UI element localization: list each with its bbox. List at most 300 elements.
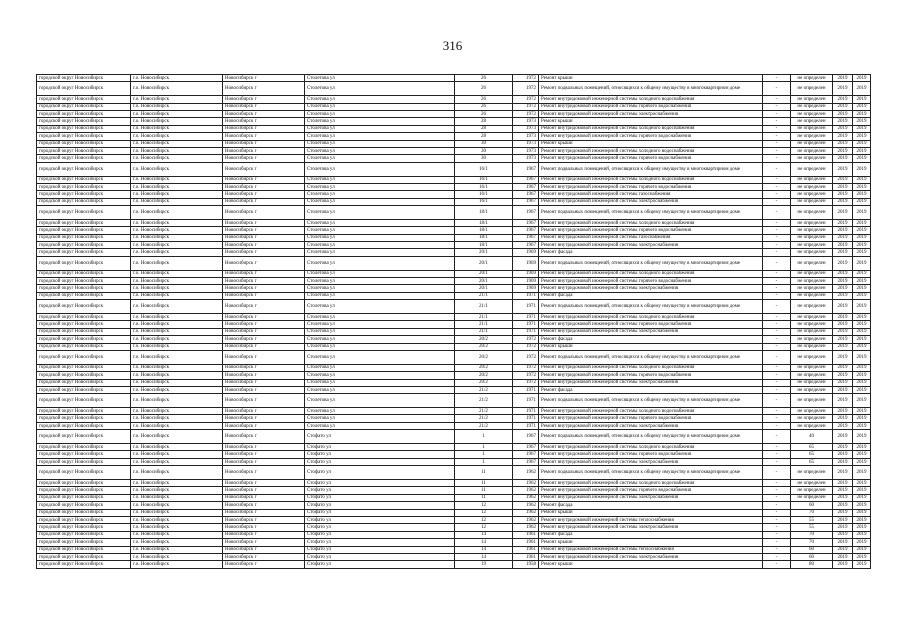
cell-house: 18/1 [455, 234, 513, 241]
table-row [37, 539, 871, 546]
cell-to: 2019 [853, 75, 871, 82]
cell-area: - [763, 219, 791, 226]
cell-area: - [763, 372, 791, 379]
cell-street: Столетова ул [305, 133, 455, 140]
cell-work: Ремонт подвальных помещений, относящихся к общему имуществу в многоквартирном доме [539, 430, 763, 444]
cell-district: городской округ Новосибирск [37, 408, 131, 415]
cell-house: 20/1 [455, 278, 513, 285]
cell-locality: г.о. Новосибирск [131, 539, 223, 546]
cell-work: Ремонт фасада [539, 249, 763, 256]
cell-year: 1962 [513, 502, 539, 509]
cell-to: 2019 [853, 546, 871, 553]
cell-work: Ремонт внутридомовой инженерной системы электроснабжения [539, 494, 763, 501]
cell-area: - [763, 96, 791, 103]
cell-house: 26 [455, 96, 513, 103]
table-row [37, 249, 871, 256]
cell-plan: не определен [791, 183, 833, 190]
cell-street: Столетова ул [305, 118, 455, 125]
cell-locality: г.о. Новосибирск [131, 430, 223, 444]
cell-area: - [763, 206, 791, 220]
table-row [37, 350, 871, 364]
cell-street: Столетова ул [305, 147, 455, 154]
cell-from: 2019 [833, 350, 853, 364]
cell-locality: г.о. Новосибирск [131, 321, 223, 328]
cell-locality_type: Новосибирск г [223, 561, 305, 568]
table-row [37, 321, 871, 328]
cell-year: 1961 [513, 539, 539, 546]
cell-work: Ремонт крыши [539, 140, 763, 147]
cell-locality: г.о. Новосибирск [131, 561, 223, 568]
cell-year: 1967 [513, 198, 539, 205]
cell-street: Столетова ул [305, 270, 455, 277]
cell-house: 18/1 [455, 227, 513, 234]
cell-year: 1972 [513, 82, 539, 96]
table-row [37, 394, 871, 408]
cell-district: городской округ Новосибирск [37, 509, 131, 516]
cell-locality: г.о. Новосибирск [131, 451, 223, 458]
cell-area: - [763, 343, 791, 350]
cell-street: Столетова ул [305, 191, 455, 198]
cell-year: 1969 [513, 256, 539, 270]
cell-from: 2019 [833, 444, 853, 451]
cell-house: 30 [455, 140, 513, 147]
cell-area: - [763, 379, 791, 386]
cell-to: 2019 [853, 191, 871, 198]
cell-locality_type: Новосибирск г [223, 110, 305, 117]
cell-area: - [763, 162, 791, 176]
cell-work: Ремонт внутридомовой инженерной системы холодного водоснабжения [539, 444, 763, 451]
cell-to: 2019 [853, 155, 871, 162]
cell-to: 2019 [853, 118, 871, 125]
table-row [37, 191, 871, 198]
cell-from: 2019 [833, 313, 853, 320]
cell-locality_type: Новосибирск г [223, 256, 305, 270]
cell-to: 2019 [853, 227, 871, 234]
cell-area: - [763, 256, 791, 270]
cell-house: 21/2 [455, 422, 513, 429]
cell-work: Ремонт крыши [539, 539, 763, 546]
cell-year: 1973 [513, 155, 539, 162]
cell-work: Ремонт внутридомовой инженерной системы горячего водоснабжения [539, 372, 763, 379]
cell-locality: г.о. Новосибирск [131, 516, 223, 523]
cell-work: Ремонт фасада [539, 502, 763, 509]
cell-house: 20/1 [455, 249, 513, 256]
cell-locality_type: Новосибирск г [223, 249, 305, 256]
cell-to: 2019 [853, 394, 871, 408]
cell-area: - [763, 133, 791, 140]
cell-street: Столетова ул [305, 408, 455, 415]
cell-street: Столетова ул [305, 183, 455, 190]
cell-district: городской округ Новосибирск [37, 524, 131, 531]
cell-house: 12 [455, 516, 513, 523]
cell-plan: 60 [791, 546, 833, 553]
cell-work: Ремонт внутридомовой инженерной системы горячего водоснабжения [539, 133, 763, 140]
cell-plan: 65 [791, 451, 833, 458]
cell-locality: г.о. Новосибирск [131, 140, 223, 147]
cell-district: городской округ Новосибирск [37, 372, 131, 379]
cell-district: городской округ Новосибирск [37, 321, 131, 328]
cell-year: 1969 [513, 270, 539, 277]
cell-locality: г.о. Новосибирск [131, 553, 223, 560]
cell-district: городской округ Новосибирск [37, 300, 131, 314]
cell-plan: не определен [791, 415, 833, 422]
cell-area: - [763, 422, 791, 429]
cell-house: 16/1 [455, 162, 513, 176]
cell-from: 2019 [833, 103, 853, 110]
table-row [37, 256, 871, 270]
cell-plan: не определен [791, 321, 833, 328]
cell-locality: г.о. Новосибирск [131, 487, 223, 494]
cell-street: Столетова ул [305, 176, 455, 183]
cell-locality_type: Новосибирск г [223, 96, 305, 103]
cell-street: Столетова ул [305, 379, 455, 386]
cell-locality: г.о. Новосибирск [131, 110, 223, 117]
cell-work: Ремонт внутридомовой инженерной системы холодного водоснабжения [539, 219, 763, 226]
cell-street: Столетова ул [305, 82, 455, 96]
cell-locality_type: Новосибирск г [223, 147, 305, 154]
cell-work: Ремонт внутридомовой инженерной системы электроснабжения [539, 285, 763, 292]
cell-from: 2019 [833, 206, 853, 220]
cell-plan: не определен [791, 140, 833, 147]
cell-locality_type: Новосибирск г [223, 234, 305, 241]
cell-house: 11 [455, 494, 513, 501]
cell-district: городской округ Новосибирск [37, 546, 131, 553]
cell-to: 2019 [853, 561, 871, 568]
cell-area: - [763, 278, 791, 285]
cell-from: 2019 [833, 125, 853, 132]
cell-locality_type: Новосибирск г [223, 444, 305, 451]
cell-plan: не определен [791, 494, 833, 501]
cell-locality: г.о. Новосибирск [131, 125, 223, 132]
cell-work: Ремонт внутридомовой инженерной системы теплоснабжения [539, 516, 763, 523]
cell-street: Столетова ул [305, 198, 455, 205]
cell-work: Ремонт внутридомовой инженерной системы холодного водоснабжения [539, 480, 763, 487]
cell-plan: не определен [791, 386, 833, 393]
cell-to: 2019 [853, 313, 871, 320]
cell-district: городской округ Новосибирск [37, 531, 131, 538]
cell-locality_type: Новосибирск г [223, 494, 305, 501]
cell-plan: не определен [791, 75, 833, 82]
cell-district: городской округ Новосибирск [37, 539, 131, 546]
cell-street: Стофато ул [305, 524, 455, 531]
cell-locality: г.о. Новосибирск [131, 242, 223, 249]
cell-to: 2019 [853, 458, 871, 465]
cell-work: Ремонт внутридомовой инженерной системы электроснабжения [539, 458, 763, 465]
cell-work: Ремонт внутридомовой инженерной системы горячего водоснабжения [539, 155, 763, 162]
cell-area: - [763, 502, 791, 509]
cell-locality: г.о. Новосибирск [131, 118, 223, 125]
cell-year: 1973 [513, 118, 539, 125]
cell-locality_type: Новосибирск г [223, 480, 305, 487]
cell-work: Ремонт крыши [539, 343, 763, 350]
cell-district: городской округ Новосибирск [37, 451, 131, 458]
table-row [37, 125, 871, 132]
cell-locality: г.о. Новосибирск [131, 394, 223, 408]
cell-locality: г.о. Новосибирск [131, 444, 223, 451]
cell-plan: не определен [791, 234, 833, 241]
cell-district: городской округ Новосибирск [37, 191, 131, 198]
cell-plan: не определен [791, 313, 833, 320]
cell-street: Стофато ул [305, 451, 455, 458]
cell-year: 1967 [513, 183, 539, 190]
cell-district: городской округ Новосибирск [37, 350, 131, 364]
cell-from: 2019 [833, 379, 853, 386]
cell-work: Ремонт внутридомовой инженерной системы горячего водоснабжения [539, 227, 763, 234]
cell-area: - [763, 458, 791, 465]
cell-plan: не определен [791, 292, 833, 299]
cell-plan: не определен [791, 487, 833, 494]
table-row [37, 155, 871, 162]
cell-locality: г.о. Новосибирск [131, 176, 223, 183]
cell-locality: г.о. Новосибирск [131, 372, 223, 379]
cell-district: городской округ Новосибирск [37, 444, 131, 451]
cell-house: 14 [455, 546, 513, 553]
cell-locality: г.о. Новосибирск [131, 191, 223, 198]
cell-locality_type: Новосибирск г [223, 379, 305, 386]
cell-year: 1961 [513, 531, 539, 538]
cell-work: Ремонт подвальных помещений, относящихся к общему имуществу в многоквартирном доме [539, 350, 763, 364]
cell-from: 2019 [833, 451, 853, 458]
cell-locality_type: Новосибирск г [223, 509, 305, 516]
cell-locality: г.о. Новосибирск [131, 75, 223, 82]
cell-to: 2019 [853, 451, 871, 458]
cell-house: 1 [455, 458, 513, 465]
cell-locality_type: Новосибирск г [223, 422, 305, 429]
cell-district: городской округ Новосибирск [37, 480, 131, 487]
cell-work: Ремонт внутридомовой инженерной системы холодного водоснабжения [539, 96, 763, 103]
cell-street: Стофато ул [305, 539, 455, 546]
cell-street: Столетова ул [305, 321, 455, 328]
cell-locality: г.о. Новосибирск [131, 133, 223, 140]
cell-plan: 70 [791, 539, 833, 546]
cell-house: 28 [455, 118, 513, 125]
cell-district: городской округ Новосибирск [37, 285, 131, 292]
cell-district: городской округ Новосибирск [37, 458, 131, 465]
cell-locality: г.о. Новосибирск [131, 531, 223, 538]
cell-street: Столетова ул [305, 422, 455, 429]
cell-year: 1972 [513, 350, 539, 364]
cell-house: 18/1 [455, 242, 513, 249]
cell-street: Стофато ул [305, 487, 455, 494]
cell-locality: г.о. Новосибирск [131, 147, 223, 154]
cell-street: Столетова ул [305, 336, 455, 343]
cell-area: - [763, 524, 791, 531]
cell-district: городской округ Новосибирск [37, 343, 131, 350]
cell-area: - [763, 75, 791, 82]
cell-plan: не определен [791, 379, 833, 386]
cell-from: 2019 [833, 270, 853, 277]
cell-locality_type: Новосибирск г [223, 336, 305, 343]
cell-to: 2019 [853, 494, 871, 501]
cell-street: Столетова ул [305, 343, 455, 350]
cell-street: Стофато ул [305, 430, 455, 444]
cell-plan: не определен [791, 176, 833, 183]
cell-street: Столетова ул [305, 219, 455, 226]
cell-from: 2019 [833, 372, 853, 379]
cell-district: городской округ Новосибирск [37, 162, 131, 176]
cell-plan: не определен [791, 242, 833, 249]
cell-year: 1972 [513, 103, 539, 110]
cell-area: - [763, 561, 791, 568]
cell-street: Столетова ул [305, 140, 455, 147]
cell-area: - [763, 408, 791, 415]
cell-year: 1972 [513, 75, 539, 82]
cell-to: 2019 [853, 183, 871, 190]
cell-street: Столетова ул [305, 372, 455, 379]
cell-district: городской округ Новосибирск [37, 147, 131, 154]
cell-locality_type: Новосибирск г [223, 458, 305, 465]
cell-year: 1973 [513, 147, 539, 154]
table-row [37, 546, 871, 553]
cell-work: Ремонт подвальных помещений, относящихся к общему имуществу в многоквартирном доме [539, 300, 763, 314]
cell-locality_type: Новосибирск г [223, 350, 305, 364]
cell-work: Ремонт фасада [539, 292, 763, 299]
cell-plan: не определен [791, 256, 833, 270]
cell-locality_type: Новосибирск г [223, 155, 305, 162]
cell-plan: не определен [791, 372, 833, 379]
cell-house: 1 [455, 451, 513, 458]
cell-from: 2019 [833, 75, 853, 82]
cell-year: 1971 [513, 328, 539, 335]
cell-district: городской округ Новосибирск [37, 110, 131, 117]
cell-street: Стофато ул [305, 561, 455, 568]
cell-to: 2019 [853, 140, 871, 147]
table-row [37, 502, 871, 509]
cell-locality_type: Новосибирск г [223, 539, 305, 546]
cell-locality: г.о. Новосибирск [131, 155, 223, 162]
cell-plan: не определен [791, 191, 833, 198]
cell-street: Столетова ул [305, 328, 455, 335]
cell-from: 2019 [833, 191, 853, 198]
cell-area: - [763, 176, 791, 183]
cell-locality: г.о. Новосибирск [131, 422, 223, 429]
cell-house: 16/1 [455, 191, 513, 198]
cell-street: Столетова ул [305, 75, 455, 82]
cell-work: Ремонт внутридомовой инженерной системы холодного водоснабжения [539, 125, 763, 132]
cell-from: 2019 [833, 553, 853, 560]
cell-work: Ремонт внутридомовой инженерной системы электроснабжения [539, 110, 763, 117]
cell-to: 2019 [853, 198, 871, 205]
cell-year: 1971 [513, 408, 539, 415]
cell-house: 21/1 [455, 328, 513, 335]
cell-house: 28 [455, 125, 513, 132]
cell-area: - [763, 487, 791, 494]
cell-to: 2019 [853, 242, 871, 249]
cell-plan: 65 [791, 444, 833, 451]
cell-street: Столетова ул [305, 227, 455, 234]
cell-house: 14 [455, 531, 513, 538]
cell-house: 12 [455, 502, 513, 509]
cell-locality_type: Новосибирск г [223, 82, 305, 96]
cell-plan: не определен [791, 147, 833, 154]
cell-district: городской округ Новосибирск [37, 227, 131, 234]
cell-locality: г.о. Новосибирск [131, 386, 223, 393]
cell-street: Столетова ул [305, 285, 455, 292]
cell-district: городской округ Новосибирск [37, 103, 131, 110]
cell-to: 2019 [853, 379, 871, 386]
cell-district: городской округ Новосибирск [37, 242, 131, 249]
cell-from: 2019 [833, 227, 853, 234]
cell-house: 20/2 [455, 350, 513, 364]
cell-locality_type: Новосибирск г [223, 546, 305, 553]
cell-year: 1969 [513, 285, 539, 292]
cell-to: 2019 [853, 256, 871, 270]
cell-street: Столетова ул [305, 300, 455, 314]
cell-work: Ремонт внутридомовой инженерной системы электроснабжения [539, 198, 763, 205]
cell-house: 12 [455, 524, 513, 531]
cell-plan: 65 [791, 458, 833, 465]
cell-locality_type: Новосибирск г [223, 227, 305, 234]
cell-area: - [763, 364, 791, 371]
cell-from: 2019 [833, 386, 853, 393]
table-row [37, 292, 871, 299]
cell-locality_type: Новосибирск г [223, 372, 305, 379]
cell-plan: не определен [791, 110, 833, 117]
cell-area: - [763, 546, 791, 553]
cell-work: Ремонт внутридомовой инженерной системы холодного водоснабжения [539, 147, 763, 154]
cell-from: 2019 [833, 487, 853, 494]
cell-area: - [763, 242, 791, 249]
cell-from: 2019 [833, 147, 853, 154]
cell-area: - [763, 82, 791, 96]
cell-to: 2019 [853, 408, 871, 415]
cell-to: 2019 [853, 176, 871, 183]
cell-plan: не определен [791, 155, 833, 162]
cell-from: 2019 [833, 249, 853, 256]
cell-area: - [763, 350, 791, 364]
cell-from: 2019 [833, 430, 853, 444]
cell-year: 1972 [513, 96, 539, 103]
cell-locality: г.о. Новосибирск [131, 524, 223, 531]
cell-district: городской округ Новосибирск [37, 292, 131, 299]
table-row [37, 183, 871, 190]
cell-year: 1969 [513, 249, 539, 256]
cell-locality: г.о. Новосибирск [131, 162, 223, 176]
cell-plan: не определен [791, 408, 833, 415]
cell-locality_type: Новосибирск г [223, 292, 305, 299]
cell-locality: г.о. Новосибирск [131, 300, 223, 314]
table-row [37, 386, 871, 393]
cell-district: городской округ Новосибирск [37, 313, 131, 320]
cell-work: Ремонт внутридомовой инженерной системы горячего водоснабжения [539, 451, 763, 458]
cell-work: Ремонт крыши [539, 118, 763, 125]
cell-to: 2019 [853, 524, 871, 531]
cell-locality: г.о. Новосибирск [131, 183, 223, 190]
cell-street: Столетова ул [305, 394, 455, 408]
cell-house: 28 [455, 133, 513, 140]
cell-locality: г.о. Новосибирск [131, 96, 223, 103]
cell-year: 1971 [513, 394, 539, 408]
cell-to: 2019 [853, 487, 871, 494]
cell-year: 1967 [513, 451, 539, 458]
cell-house: 20/2 [455, 364, 513, 371]
cell-street: Столетова ул [305, 234, 455, 241]
cell-year: 1973 [513, 125, 539, 132]
cell-house: 20/2 [455, 336, 513, 343]
cell-work: Ремонт внутридомовой инженерной системы электроснабжения [539, 553, 763, 560]
cell-street: Стофато ул [305, 546, 455, 553]
cell-locality_type: Новосибирск г [223, 206, 305, 220]
cell-plan: не определен [791, 198, 833, 205]
cell-house: 21/1 [455, 321, 513, 328]
cell-to: 2019 [853, 285, 871, 292]
cell-district: городской округ Новосибирск [37, 249, 131, 256]
cell-street: Стофато ул [305, 480, 455, 487]
cell-from: 2019 [833, 364, 853, 371]
cell-street: Стофато ул [305, 502, 455, 509]
cell-plan: не определен [791, 480, 833, 487]
cell-from: 2019 [833, 328, 853, 335]
